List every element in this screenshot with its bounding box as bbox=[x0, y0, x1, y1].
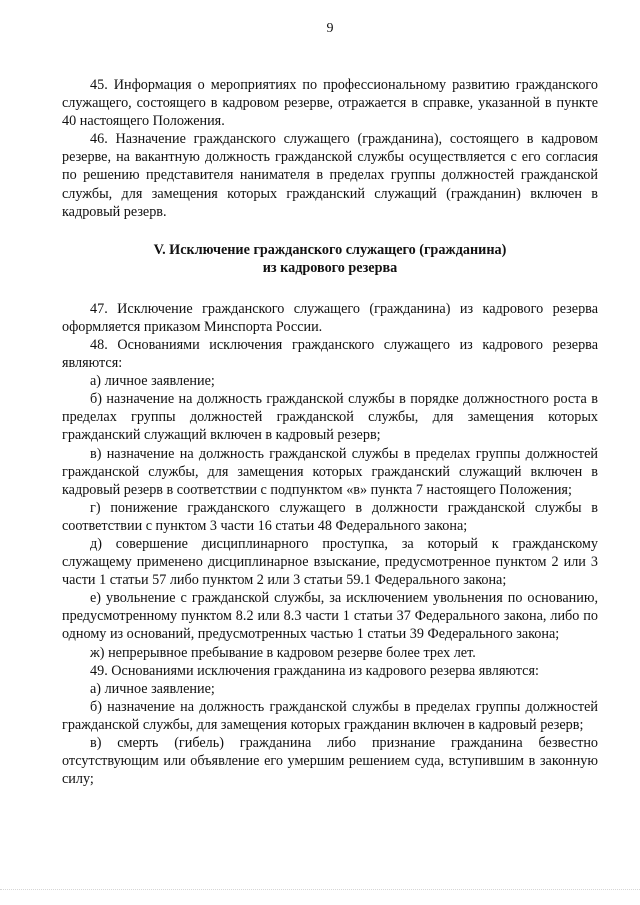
scan-artifact-line bbox=[0, 889, 640, 891]
paragraph-49-a: а) личное заявление; bbox=[90, 680, 215, 697]
paragraph-45: 45. Информация о мероприятиях по профессиональному развитию гражданского служащего, состоящего в кадровом резерве, отражается в справке, указанной в пункте 40 настоящего Положения. bbox=[62, 77, 598, 130]
paragraph-48-g: г) понижение гражданского служащего в должности гражданской службы в соответствии с пунктом 3 части 16 статьи 48 Федерального закона; bbox=[62, 499, 598, 534]
paragraph-49-v: в) смерть (гибель) гражданина либо признание гражданина безвестно отсутствующим или объявление его умершим решением суда, вступившим в законную силу; bbox=[62, 735, 598, 788]
section-heading-line-2: из кадрового резерва bbox=[262, 260, 398, 277]
paragraph-46: 46. Назначение гражданского служащего (гражданина), состоящего в кадровом резерве, на вакантную должность гражданской службы осуществляется с его согласия по решению представителя нанимателя в пределах группы должностей гражданской службы, для замещения которых гражданский служащий (гражданин) включен в кадровый резерв. bbox=[62, 131, 598, 220]
paragraph-49-b: б) назначение на должность гражданской службы в пределах группы должностей гражданской службы, для замещения которых гражданин включен в кадровый резерв; bbox=[62, 698, 598, 733]
paragraphs-bottom bbox=[62, 300, 598, 789]
paragraphs-top bbox=[62, 76, 598, 221]
paragraph-47: 47. Исключение гражданского служащего (гражданина) из кадрового резерва оформляется приказом Минспорта России. bbox=[62, 300, 598, 335]
paragraph-48-zh: ж) непрерывное пребывание в кадровом резерве более трех лет. bbox=[90, 644, 476, 661]
paragraph-48-d: д) совершение дисциплинарного проступка, за который к гражданскому служащему применено дисциплинарное взыскание, предусмотренное пунктом 2 или 3 части 1 статьи 57 либо пунктом 2 или 3 статьи 59.1 Федерального закона; bbox=[62, 535, 598, 589]
paragraph-48-e: е) увольнение с гражданской службы, за исключением увольнения по основанию, предусмотренному пунктом 8.2 или 8.3 части 1 статьи 37 Федерального закона, либо по одному из оснований, предусмотренных частью 1 статьи 39 Федерального закона; bbox=[62, 590, 598, 643]
section-heading-line-1: V. Исключение гражданского служащего (гражданина) bbox=[153, 241, 507, 258]
paragraph-48-b: б) назначение на должность гражданской службы в порядке должностного роста в пределах группы должностей гражданской службы, для замещения которых гражданский служащий включен в кадровый резерв; bbox=[62, 391, 598, 444]
page-number: 9 bbox=[326, 21, 334, 36]
section-heading bbox=[62, 241, 598, 278]
paragraph-48-a: а) личное заявление; bbox=[90, 373, 215, 390]
paragraph-49: 49. Основаниями исключения гражданина из кадрового резерва являются: bbox=[90, 662, 539, 679]
paragraph-48-v: в) назначение на должность гражданской службы в пределах группы должностей гражданской службы, для замещения которых гражданский служащий включен в кадровый резерв в соответствии с подпунктом «в» пункта 7 настоящего Положения; bbox=[62, 445, 598, 498]
paragraph-48: 48. Основаниями исключения гражданского служащего из кадрового резерва являются: bbox=[62, 336, 598, 372]
